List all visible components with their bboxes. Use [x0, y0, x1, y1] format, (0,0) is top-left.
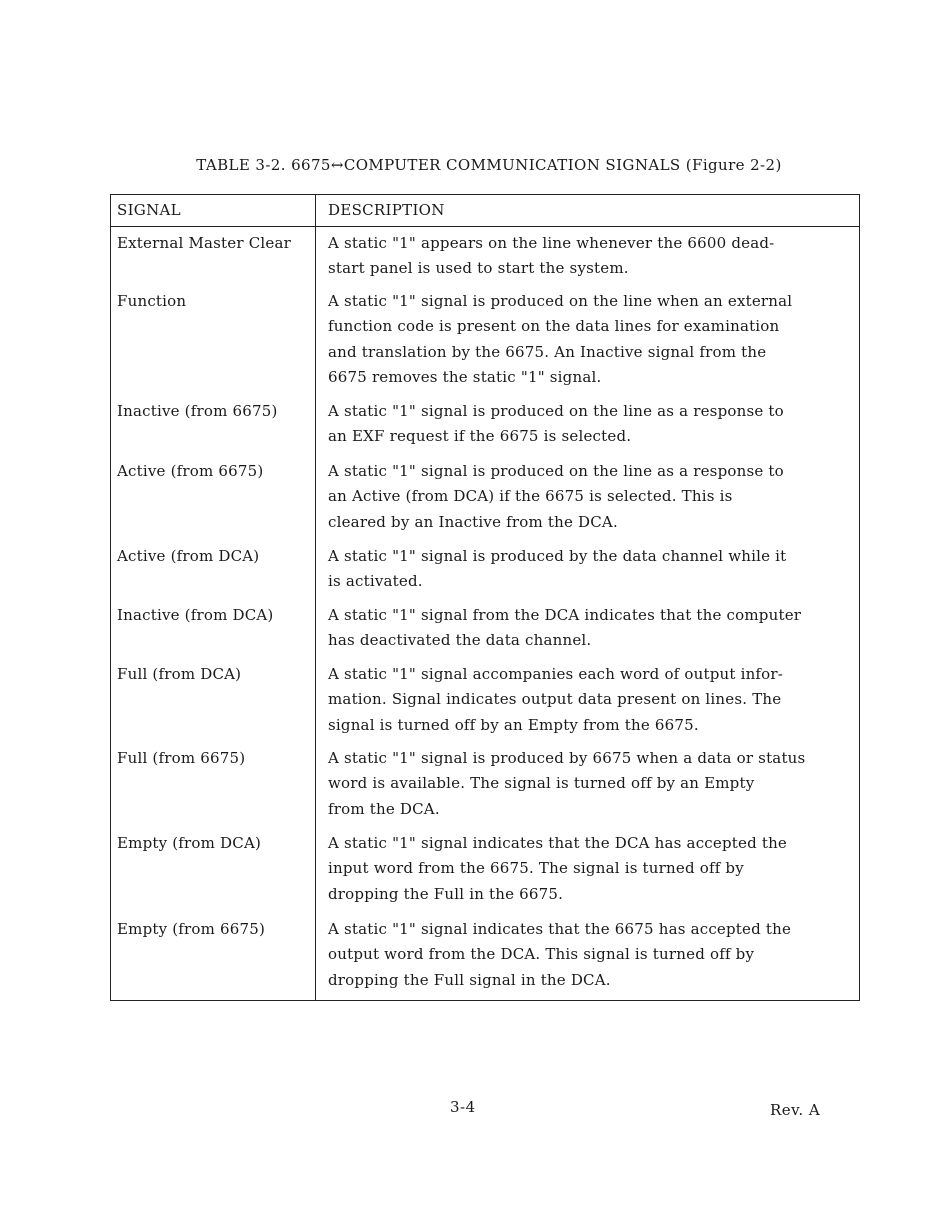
signal-name: Inactive (from DCA): [117, 606, 274, 624]
signal-description: A static "1" signal from the DCA indicates that the computer has deactivated the data channel.: [328, 606, 802, 650]
signal-name: Empty (from 6675): [117, 920, 266, 938]
header-description: DESCRIPTION: [328, 201, 445, 219]
signal-description: A static "1" signal is produced by the data channel while it is activated.: [328, 547, 787, 591]
header-divider: [111, 226, 859, 227]
signal-description: A static "1" signal accompanies each word of output infor- mation. Signal indicates output data present on lines. The signal is turned off by an Empty from the 6675.: [328, 665, 784, 734]
signal-description: A static "1" signal indicates that the 6675 has accepted the output word from the DCA. This signal is turned off by dropping the Full signal in the DCA.: [328, 920, 792, 989]
signal-name: Empty (from DCA): [117, 834, 262, 852]
signal-name: Full (from DCA): [117, 665, 242, 683]
signal-description: A static "1" signal indicates that the DCA has accepted the input word from the 6675. The signal is turned off by dropping the Full in the 6675.: [328, 834, 788, 903]
page-number: 3-4: [450, 1098, 476, 1116]
table-caption: TABLE 3-2. 6675↔COMPUTER COMMUNICATION SIGNALS (Figure 2-2): [196, 156, 782, 174]
signal-description: A static "1" appears on the line whenever the 6600 dead- start panel is used to start the system.: [328, 234, 775, 278]
revision-label: Rev. A: [770, 1101, 821, 1119]
signal-name: External Master Clear: [117, 234, 291, 252]
signal-description: A static "1" signal is produced on the line as a response to an EXF request if the 6675 is selected.: [328, 402, 784, 446]
column-divider: [315, 195, 316, 1000]
signal-description: A static "1" signal is produced on the line when an external function code is present on the data lines for examination and translation by the 6675. An Inactive signal from the 6675 removes the static "1" signal.: [328, 292, 793, 386]
signal-name: Active (from DCA): [117, 547, 260, 565]
signal-description: A static "1" signal is produced on the line as a response to an Active (from DCA) if the 6675 is selected. This is cleared by an Inactive from the DCA.: [328, 462, 784, 531]
signal-name: Inactive (from 6675): [117, 402, 278, 420]
signal-name: Function: [117, 292, 187, 310]
header-signal: SIGNAL: [117, 201, 181, 219]
signal-name: Active (from 6675): [117, 462, 264, 480]
signal-name: Full (from 6675): [117, 749, 246, 767]
signal-description: A static "1" signal is produced by 6675 when a data or status word is available. The signal is turned off by an Empty from the DCA.: [328, 749, 806, 818]
signal-table: [110, 194, 860, 1001]
